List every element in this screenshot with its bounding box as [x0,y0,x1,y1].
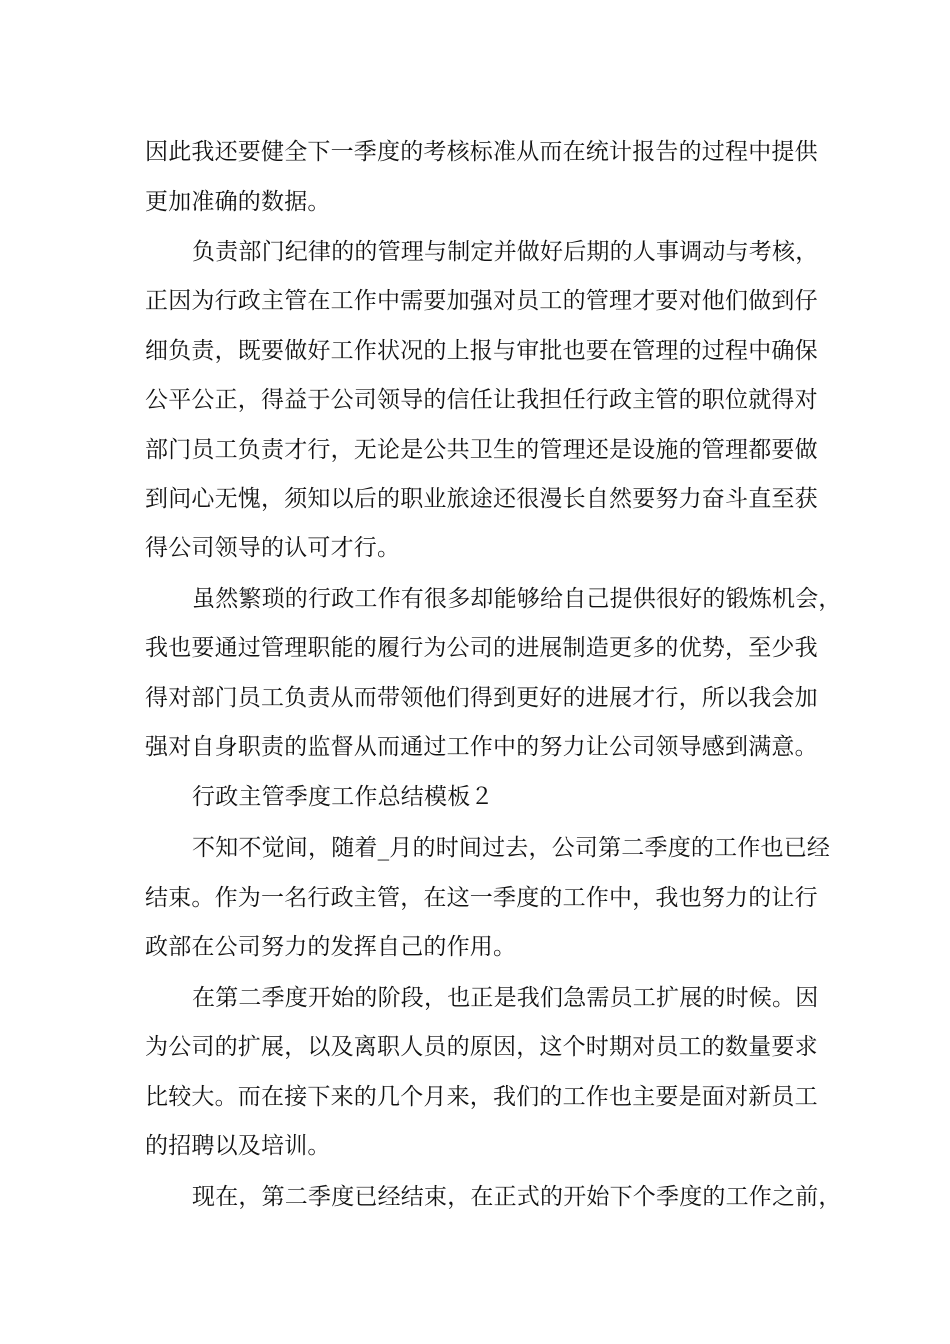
text-line: 的招聘以及培训。 [145,1133,331,1159]
text-line: 细负责，既要做好工作状况的上报与审批也要在管理的过程中确保 [145,338,818,364]
text-line: 得对部门员工负责从而带领他们得到更好的进展才行，所以我会加 [145,685,818,711]
text-line: 比较大。而在接下来的几个月来，我们的工作也主要是面对新员工 [145,1084,818,1110]
text-line: 到问心无愧，须知以后的职业旅途还很漫长自然要努力奋斗直至获 [145,486,818,512]
text-line: 强对自身职责的监督从而通过工作中的努力让公司领导感到满意。 [145,734,818,760]
text-line: 更加准确的数据。 [145,189,331,215]
text-line: 现在，第二季度已经结束，在正式的开始下个季度的工作之前， [192,1184,842,1210]
text-line: 虽然繁琐的行政工作有很多却能够给自己提供很好的锻炼机会， [192,586,842,612]
text-line: 部门员工负责才行，无论是公共卫生的管理还是设施的管理都要做 [145,437,818,463]
text-line: 政部在公司努力的发挥自己的作用。 [145,934,517,960]
section-heading: 行政主管季度工作总结模板２ [192,784,494,810]
text-line: 公平公正，得益于公司领导的信任让我担任行政主管的职位就得对 [145,387,818,413]
text-line: 在第二季度开始的阶段，也正是我们急需员工扩展的时候。因 [192,985,819,1011]
text-line: 结束。作为一名行政主管，在这一季度的工作中，我也努力的让行 [145,885,818,911]
text-line: 因此我还要健全下一季度的考核标准从而在统计报告的过程中提供 [145,139,818,165]
text-line: 得公司领导的认可才行。 [145,535,401,561]
text-line: 不知不觉间，随着_月的时间过去，公司第二季度的工作也已经 [192,835,831,861]
text-line: 为公司的扩展，以及离职人员的原因，这个时期对员工的数量要求 [145,1034,818,1060]
text-line: 正因为行政主管在工作中需要加强对员工的管理才要对他们做到仔 [145,288,818,314]
text-line: 我也要通过管理职能的履行为公司的进展制造更多的优势，至少我 [145,635,818,661]
text-line: 负责部门纪律的的管理与制定并做好后期的人事调动与考核， [192,239,819,265]
